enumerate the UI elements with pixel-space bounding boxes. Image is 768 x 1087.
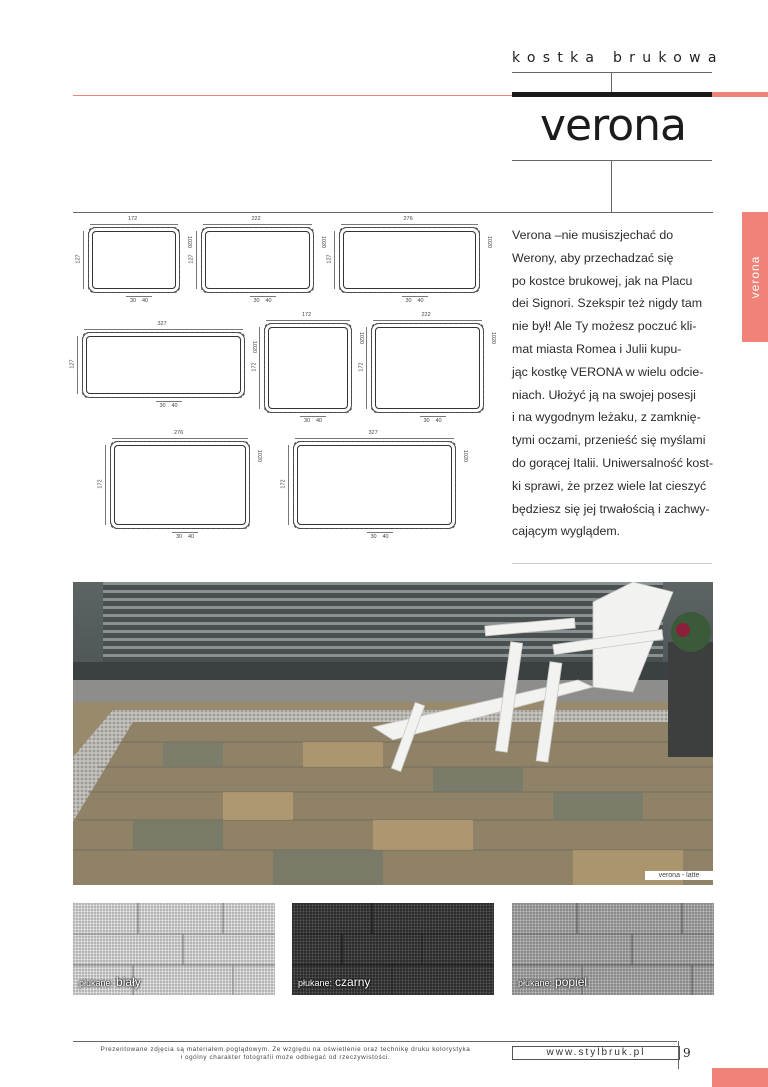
description-line: nie był! Ale Ty możesz poczuć kli- bbox=[512, 319, 697, 334]
dimension-line bbox=[266, 320, 350, 321]
side-label: 1020 bbox=[186, 235, 193, 249]
dimension-line bbox=[83, 231, 84, 289]
description bbox=[512, 224, 714, 543]
bottom-label: 40 bbox=[265, 298, 272, 304]
side-tab-label: verona bbox=[748, 255, 762, 299]
description-line: Werony, aby przechadzać się bbox=[512, 250, 674, 265]
paver-diagram bbox=[75, 216, 193, 304]
bottom-label: 40 bbox=[435, 418, 442, 424]
dimension-line bbox=[373, 320, 482, 321]
paver-outline bbox=[343, 231, 476, 289]
dimension-line bbox=[172, 532, 198, 533]
dimension-line bbox=[420, 416, 446, 417]
dimension-line bbox=[367, 532, 393, 533]
bottom-label: 30 bbox=[370, 534, 377, 540]
disclaimer-line: i ogólny charakter fotografii może odbiegać od rzeczywistości. bbox=[180, 1054, 391, 1061]
description-line: mat miasta Romea i Julii kupu- bbox=[512, 341, 682, 356]
dimension-line bbox=[203, 224, 312, 225]
disclaimer bbox=[73, 1046, 498, 1062]
bottom-label: 30 bbox=[130, 298, 137, 304]
paver-outline bbox=[297, 445, 452, 525]
height-label: 172 bbox=[358, 362, 365, 372]
product-photo bbox=[73, 582, 713, 885]
dimension-line bbox=[84, 329, 243, 330]
description-line: do gorącej Italii. Uniwersalność kost- bbox=[512, 455, 714, 470]
height-label: 172 bbox=[97, 479, 104, 489]
dimension-line bbox=[259, 327, 260, 409]
dimension-line bbox=[126, 296, 152, 297]
height-label: 127 bbox=[69, 359, 76, 369]
width-label: 276 bbox=[174, 430, 184, 436]
title-bar bbox=[512, 92, 712, 97]
divider bbox=[611, 72, 612, 92]
disclaimer-line: Prezentowane zdjęcia są materiałem poglądowym. Ze względu na oświetlenie oraz technikę druku kolorystyka bbox=[100, 1046, 471, 1053]
bottom-label: 30 bbox=[253, 298, 260, 304]
accent-bar bbox=[712, 92, 768, 97]
description-line: cającym wyglądem. bbox=[512, 524, 621, 539]
paver-outline bbox=[114, 445, 246, 525]
page-number: 9 bbox=[683, 1046, 691, 1060]
divider bbox=[512, 160, 712, 161]
swatch-label bbox=[298, 975, 370, 989]
side-label: 1020 bbox=[320, 235, 327, 249]
bottom-label: 30 bbox=[405, 298, 412, 304]
swatch-prefix: płukane: bbox=[298, 978, 333, 988]
width-label: 172 bbox=[302, 312, 312, 318]
description-line: dei Signori. Szekspir też nigdy tam bbox=[512, 296, 703, 311]
width-label: 172 bbox=[128, 216, 138, 222]
swatch-name: czarny bbox=[335, 975, 371, 989]
accent-rule bbox=[73, 95, 513, 96]
divider bbox=[512, 72, 712, 73]
side-label: 1020 bbox=[490, 331, 497, 345]
swatch-name: biały bbox=[116, 975, 141, 989]
accent-footer-block bbox=[712, 1068, 768, 1087]
paver-outline bbox=[375, 327, 480, 409]
swatch-name: popiel bbox=[555, 975, 588, 989]
paver-diagram bbox=[326, 216, 493, 304]
side-label: 1020 bbox=[462, 449, 469, 463]
dimension-line bbox=[341, 224, 478, 225]
side-label: 1020 bbox=[251, 340, 258, 354]
width-label: 327 bbox=[368, 430, 378, 436]
height-label: 172 bbox=[251, 362, 258, 372]
swatch-label bbox=[79, 975, 141, 989]
paver-diagram bbox=[97, 430, 263, 540]
bottom-label: 40 bbox=[316, 418, 323, 424]
footer-rule bbox=[73, 1041, 677, 1042]
bottom-label: 30 bbox=[423, 418, 430, 424]
divider bbox=[678, 1041, 679, 1069]
description-line: Verona –nie musiszjechać do bbox=[512, 228, 674, 242]
paver-outline bbox=[92, 231, 176, 289]
dimension-line bbox=[196, 231, 197, 289]
description-line: po kostce brukowej, jak na Placu bbox=[512, 273, 693, 288]
dimension-line bbox=[300, 416, 326, 417]
swatch-prefix: płukane: bbox=[518, 978, 553, 988]
swatch-popiel bbox=[512, 903, 714, 995]
paver-diagram bbox=[280, 430, 469, 540]
width-label: 327 bbox=[157, 321, 167, 327]
bottom-label: 40 bbox=[382, 534, 389, 540]
description-line: będziesz się jej trwałością i zachwy- bbox=[512, 501, 710, 516]
bottom-label: 40 bbox=[171, 403, 178, 409]
paver-outline bbox=[86, 336, 241, 394]
paver-diagram bbox=[358, 312, 497, 424]
width-label: 276 bbox=[403, 216, 413, 222]
paver-outline bbox=[268, 327, 348, 409]
side-label: 1020 bbox=[358, 331, 365, 345]
divider bbox=[512, 563, 712, 564]
swatch-prefix: płukane: bbox=[79, 978, 114, 988]
width-label: 222 bbox=[251, 216, 261, 222]
bottom-label: 30 bbox=[304, 418, 311, 424]
paver-outline bbox=[205, 231, 310, 289]
dimension-line bbox=[90, 224, 178, 225]
patio-photo-illustration bbox=[73, 582, 713, 885]
side-label: 1020 bbox=[256, 449, 263, 463]
category-heading: kostka brukowa bbox=[512, 50, 724, 66]
dimension-line bbox=[112, 438, 248, 439]
swatch-bialy bbox=[73, 903, 275, 995]
page-title: verona bbox=[540, 100, 687, 151]
dimension-line bbox=[250, 296, 276, 297]
side-tab bbox=[742, 212, 768, 342]
dimension-line bbox=[105, 445, 106, 525]
swatch-czarny bbox=[292, 903, 494, 995]
description-line: i na wygodnym leżaku, z zamknię- bbox=[512, 410, 701, 425]
description-line: ki sprawi, że przez wiele lat cieszyć bbox=[512, 478, 707, 493]
bottom-label: 30 bbox=[159, 403, 166, 409]
photo-caption: verona - latte bbox=[645, 871, 713, 880]
height-label: 172 bbox=[280, 479, 287, 489]
dimension-line bbox=[334, 231, 335, 289]
dimension-line bbox=[77, 336, 78, 394]
swatch-label bbox=[518, 975, 587, 989]
dimension-line bbox=[288, 445, 289, 525]
bottom-label: 40 bbox=[142, 298, 149, 304]
bottom-label: 40 bbox=[417, 298, 424, 304]
bottom-label: 40 bbox=[188, 534, 195, 540]
height-label: 127 bbox=[326, 254, 333, 264]
divider bbox=[611, 160, 612, 212]
section-rule bbox=[73, 212, 713, 213]
description-line: tymi oczami, przenieść się myślami bbox=[512, 433, 706, 448]
width-label: 222 bbox=[421, 312, 431, 318]
dimension-line bbox=[156, 401, 182, 402]
height-label: 127 bbox=[188, 254, 195, 264]
description-line: jąc kostkę VERONA w wielu odcie- bbox=[512, 364, 704, 379]
paver-diagram bbox=[251, 312, 365, 424]
height-label: 127 bbox=[75, 254, 82, 264]
dimension-line bbox=[295, 438, 454, 439]
dimension-line bbox=[366, 327, 367, 409]
description-line: niach. Ułożyć ją na swojej posesji bbox=[512, 387, 696, 402]
side-label: 1020 bbox=[486, 235, 493, 249]
dimension-line bbox=[402, 296, 428, 297]
paver-diagram bbox=[188, 216, 327, 304]
website-link[interactable]: www.stylbruk.pl bbox=[512, 1046, 680, 1060]
bottom-label: 30 bbox=[176, 534, 183, 540]
